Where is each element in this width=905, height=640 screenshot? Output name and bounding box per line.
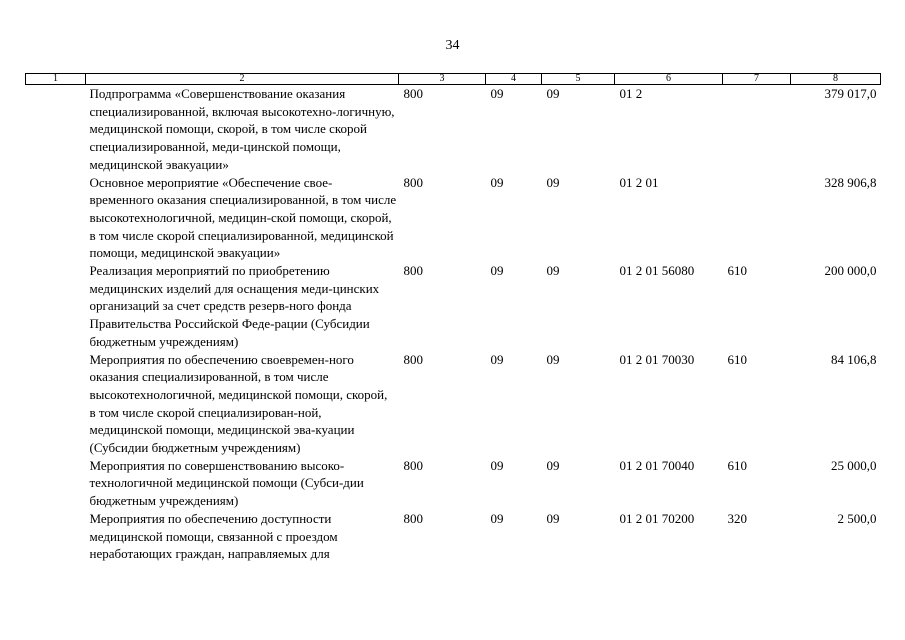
column-header: 5 [542, 74, 615, 85]
column-header: 2 [86, 74, 399, 85]
row-code-ministry: 800 [403, 174, 423, 190]
row-name: Основное мероприятие «Обеспечение свое-временного оказания специализированной, в том числе высокотехнологичной, медицин-ской помощи, скорой, в том числе скорой специализированной, медицинской помощи, медицинской эвакуации» [89, 174, 397, 261]
row-code-section: 09 [490, 351, 504, 367]
page-number: 34 [445, 38, 460, 53]
row-code-section: 09 [490, 174, 504, 190]
row-code-section: 09 [490, 457, 504, 473]
row-code-expense-type: 610 [727, 351, 747, 367]
row-code-expense-type [723, 174, 791, 263]
budget-table [25, 73, 881, 563]
row-code-section: 09 [490, 263, 504, 279]
row-amount: 328 906,8 [824, 174, 877, 190]
row-code-section: 09 [490, 510, 504, 526]
table-row [26, 510, 881, 563]
column-header: 6 [615, 74, 723, 85]
row-code-ministry: 800 [403, 457, 423, 473]
row-code-subsection: 09 [546, 174, 560, 190]
row-amount: 84 106,8 [831, 351, 877, 367]
table-row [26, 174, 881, 263]
row-code-ministry: 800 [403, 86, 423, 101]
row-code-subsection: 09 [546, 457, 560, 473]
row-code-target: 01 2 01 70030 [619, 351, 695, 367]
row-code-ministry: 800 [403, 351, 423, 367]
column-header: 7 [723, 74, 791, 85]
row-code-target: 01 2 01 [619, 174, 659, 190]
row-code-expense-type: 610 [727, 263, 747, 279]
row-name: Мероприятия по обеспечению доступности медицинской помощи, связанной с проездом неработающих граждан, направляемых для [89, 510, 338, 562]
row-code-subsection: 09 [546, 351, 560, 367]
row-code-expense-type: 610 [727, 457, 747, 473]
table-row [26, 457, 881, 510]
row-name: Реализация мероприятий по приобретению медицинских изделий для оснащения меди-цинских организаций за счет средств резерв-ного фонда Правительства Российской Феде-рации (Субсидии бюджетным учреждениям) [89, 263, 380, 349]
row-code-target: 01 2 [619, 86, 643, 101]
row-name: Мероприятия по совершенствованию высоко-технологичной медицинской помощи (Субси-дии бюджетным учреждениям) [89, 457, 364, 509]
table-row [26, 262, 881, 351]
column-header: 4 [486, 74, 542, 85]
row-amount: 200 000,0 [824, 263, 877, 279]
row-code-subsection: 09 [546, 86, 560, 101]
row-code-section: 09 [490, 86, 504, 101]
row-amount: 2 500,0 [837, 510, 877, 526]
table-row [26, 85, 881, 174]
row-code-ministry: 800 [403, 263, 423, 279]
row-code-expense-type: 320 [727, 510, 747, 526]
row-code-target: 01 2 01 70040 [619, 457, 695, 473]
row-code-subsection: 09 [546, 263, 560, 279]
row-amount: 25 000,0 [831, 457, 877, 473]
row-name: Подпрограмма «Совершенствование оказания специализированной, включая высокотехно-логичную, медицинской помощи, скорой, в том числе скорой специализированной, меди-цинской помощи, медицинской эвакуации» [89, 86, 395, 172]
row-name: Мероприятия по обеспечению своевремен-ного оказания специализированной, в том числе высокотехнологичной, медицинской помощи, скорой, в том числе скорой специализирован-ной, медицинской помощи, медицинской эва-куации (Субсидии бюджетным учреждениям) [89, 351, 388, 456]
row-code-subsection: 09 [546, 510, 560, 526]
column-number-header-row [26, 74, 881, 85]
row-code-target: 01 2 01 56080 [619, 263, 695, 279]
column-header: 8 [791, 74, 881, 85]
table-row [26, 351, 881, 457]
row-code-target: 01 2 01 70200 [619, 510, 695, 526]
row-code-expense-type [723, 85, 791, 174]
row-code-ministry: 800 [403, 510, 423, 526]
column-header: 3 [399, 74, 486, 85]
column-header: 1 [26, 74, 86, 85]
row-amount: 379 017,0 [824, 86, 877, 101]
